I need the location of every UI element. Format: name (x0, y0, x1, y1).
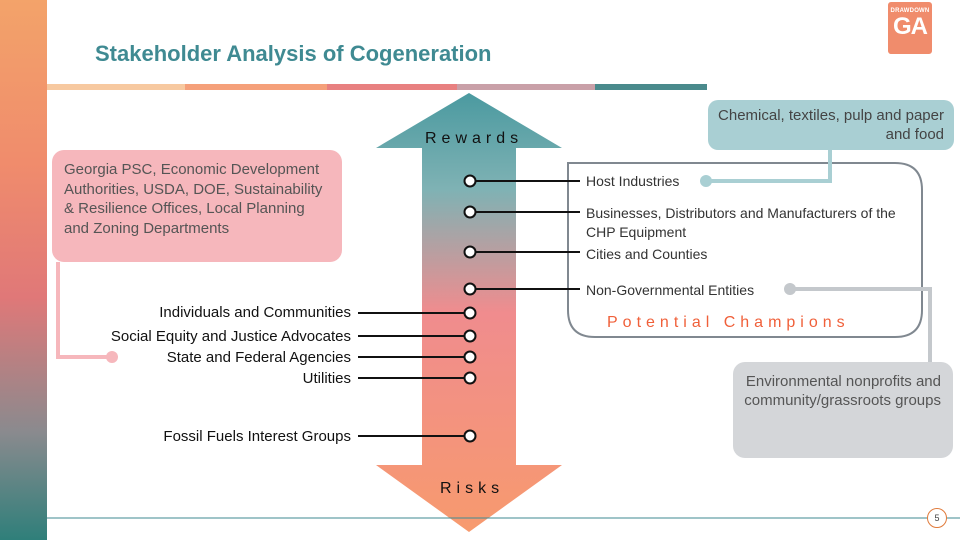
fossil-fuels-label: Fossil Fuels Interest Groups (163, 428, 351, 445)
risks-label: Risks (440, 480, 505, 497)
node-individuals (465, 308, 476, 319)
dot-agencies (106, 351, 118, 363)
page-title: Stakeholder Analysis of Cogeneration (95, 41, 492, 66)
host-industries-label: Host Industries (586, 173, 680, 189)
cities-counties-label: Cities and Counties (586, 246, 708, 262)
businesses-label: Businesses, Distributors and Manufacturers of the CHP Equipment (586, 205, 896, 240)
node-cities (465, 247, 476, 258)
environmental-groups-box: Environmental nonprofits and community/grassroots groups (733, 362, 953, 458)
dot-ngo (784, 283, 796, 295)
node-equity (465, 331, 476, 342)
node-host (465, 176, 476, 187)
potential-champions-label: Potential Champions (607, 314, 850, 331)
logo-small-text: DRAWDOWN (890, 8, 930, 14)
node-ngo (465, 284, 476, 295)
gov-agencies-box: Georgia PSC, Economic Development Authorities, USDA, DOE, Sustainability & Resilience Offices, Local Planning and Zoning Departments (52, 150, 342, 262)
node-utilities (465, 373, 476, 384)
node-biz (465, 207, 476, 218)
logo-big-text: GA (893, 13, 927, 40)
connector-gov-agencies (58, 262, 112, 357)
state-federal-label: State and Federal Agencies (166, 349, 351, 366)
equity-advocates-label: Social Equity and Justice Advocates (110, 328, 351, 345)
ngo-label: Non-Governmental Entities (586, 282, 755, 298)
page-number: 5 (927, 508, 947, 528)
individuals-label: Individuals and Communities (159, 304, 351, 321)
rewards-label: Rewards (425, 130, 524, 147)
chemical-industries-box: Chemical, textiles, pulp and paper and food (708, 100, 954, 150)
utilities-label: Utilities (302, 370, 351, 387)
node-fossil (465, 431, 476, 442)
node-agencies (465, 352, 476, 363)
dot-host (700, 175, 712, 187)
